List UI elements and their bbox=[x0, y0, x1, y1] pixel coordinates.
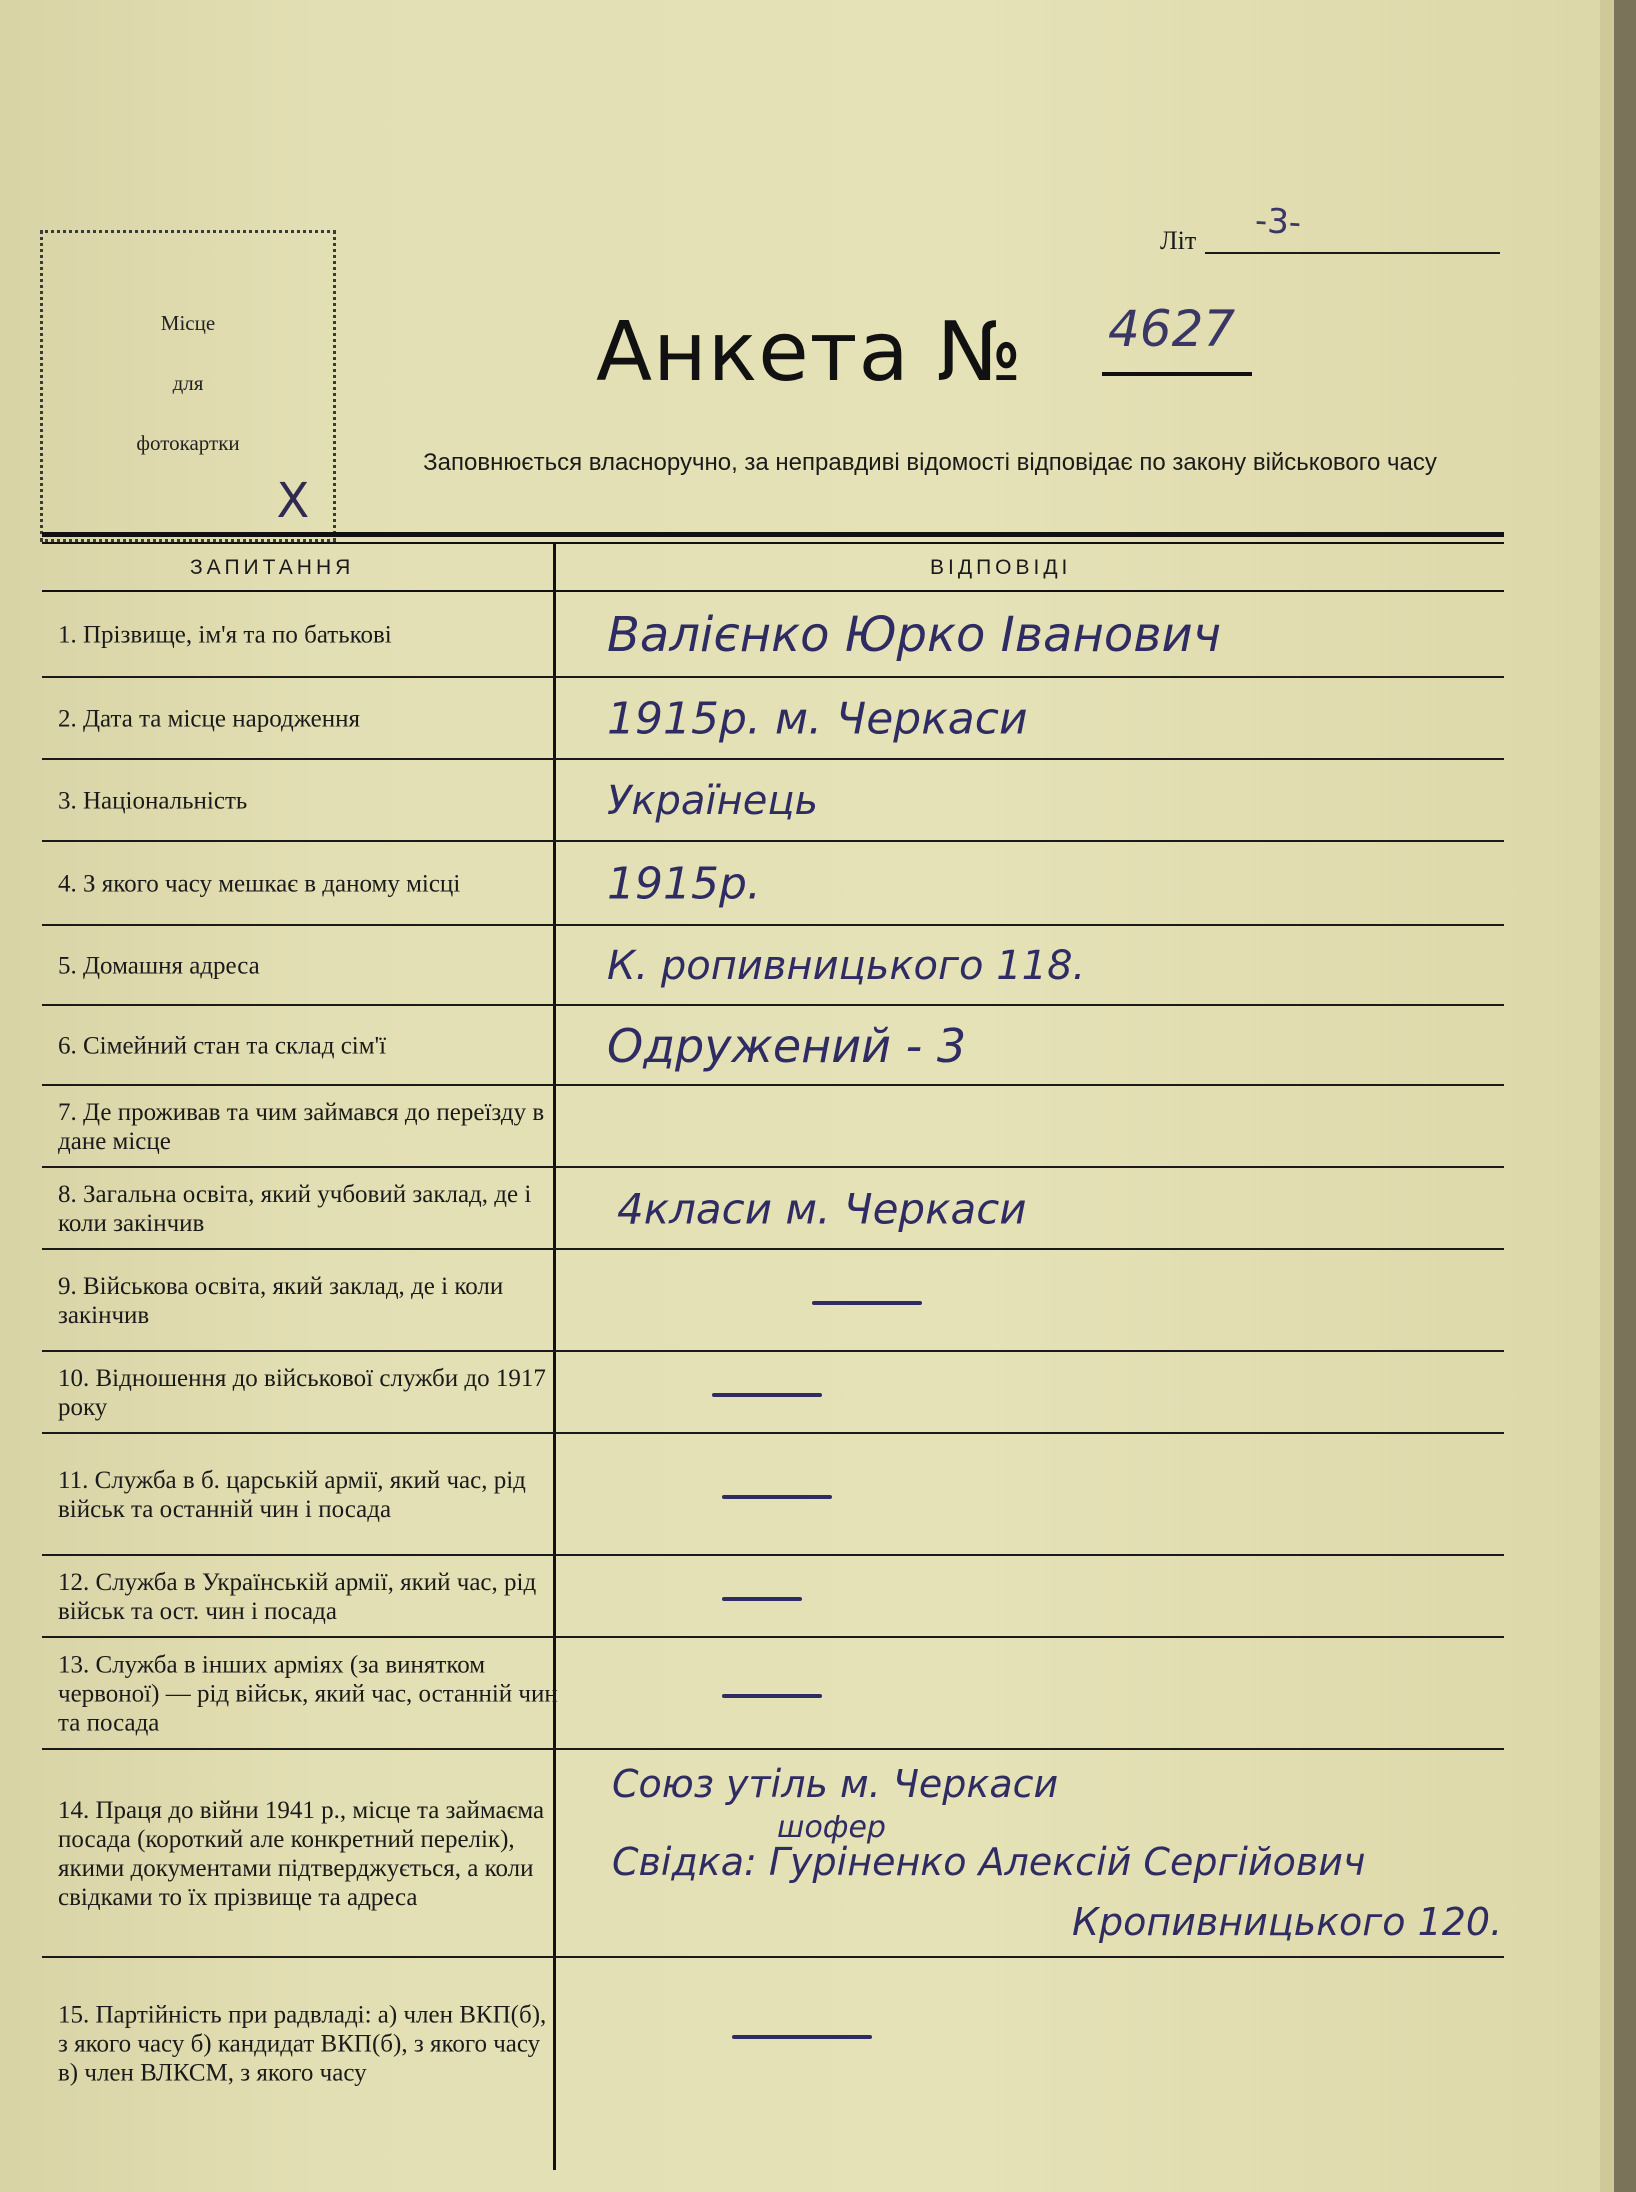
form-title: Анкета № bbox=[596, 305, 1024, 400]
photo-x-mark: X bbox=[276, 473, 310, 529]
question-text: 2. Дата та місце народження bbox=[58, 705, 361, 733]
table-row bbox=[42, 592, 1504, 678]
table-row bbox=[42, 678, 1504, 760]
answer-text-line4: Кропивницького 120. bbox=[1072, 1900, 1503, 1944]
question-text: 8. Загальна освіта, який учбовий заклад, де і коли закінчив bbox=[58, 1181, 532, 1237]
table-row bbox=[42, 842, 1504, 926]
answer-text-line1: Союз утіль м. Черкаси bbox=[612, 1762, 1059, 1806]
lit-value: -3- bbox=[1253, 200, 1303, 244]
table-row bbox=[42, 1168, 1504, 1250]
table-row bbox=[42, 1250, 1504, 1352]
form-number-underline bbox=[1102, 372, 1252, 376]
answer-text: 1915р. м. Черкаси bbox=[607, 693, 1028, 745]
column-header-answers: ВІДПОВІДІ bbox=[930, 556, 1072, 579]
empty-answer-dash bbox=[712, 1393, 822, 1397]
question-text: 9. Військова освіта, який заклад, де і коли закінчив bbox=[58, 1273, 504, 1329]
page-edge-shadow bbox=[1614, 0, 1636, 2192]
question-text: 3. Національність bbox=[58, 787, 248, 815]
table-row bbox=[42, 1556, 1504, 1638]
empty-answer-dash bbox=[732, 2035, 872, 2039]
question-text: 4. З якого часу мешкає в даному місці bbox=[58, 870, 461, 898]
photo-placeholder-box bbox=[40, 230, 336, 542]
table-row bbox=[42, 1352, 1504, 1434]
table-row bbox=[42, 1006, 1504, 1086]
question-text: 1. Прізвище, ім'я та по батькові bbox=[58, 621, 392, 649]
lit-underline bbox=[1205, 252, 1500, 254]
table-row bbox=[42, 1086, 1504, 1168]
page-edge bbox=[1600, 0, 1614, 2192]
header-rule-thick bbox=[42, 532, 1504, 537]
column-header-questions: ЗАПИТАННЯ bbox=[190, 556, 355, 579]
answer-text: Одружений - 3 bbox=[607, 1019, 967, 1073]
answer-text: 1915р. bbox=[607, 858, 761, 910]
photo-label-line2: для bbox=[172, 371, 204, 395]
answer-text-line2: шофер bbox=[777, 1810, 886, 1845]
answer-text: К. ропивницького 118. bbox=[607, 943, 1086, 989]
table-row bbox=[42, 1750, 1504, 1958]
answer-text: 4класи м. Черкаси bbox=[617, 1184, 1027, 1234]
answer-text: Українець bbox=[607, 778, 819, 824]
form-subtitle: Заповнюється власноручно, за неправдиві відомості відповідає по закону військового часу bbox=[423, 449, 1437, 476]
lit-label: Літ bbox=[1160, 226, 1197, 255]
photo-label-line1: Місце bbox=[160, 311, 216, 335]
question-text: 15. Партійність при радвладі: а) член ВКП(б), з якого часу б) кандидат ВКП(б), з якого часу в) член ВЛКСМ, з якого часу bbox=[58, 2001, 547, 2087]
form-number: 4627 bbox=[1108, 300, 1236, 358]
question-text: 13. Служба в інших арміях (за винятком червоної) — рід військ, який час, останній чин та посада bbox=[58, 1651, 558, 1737]
table-row bbox=[42, 760, 1504, 842]
answer-text: Валієнко Юрко Іванович bbox=[607, 607, 1222, 663]
table-row bbox=[42, 1638, 1504, 1750]
header-rule-thin bbox=[42, 542, 1504, 544]
question-text: 12. Служба в Українській армії, який час, рід військ та ост. чин і посада bbox=[58, 1569, 537, 1625]
question-text: 7. Де проживав та чим займався до переїзду в дане місце bbox=[58, 1099, 545, 1155]
table-row bbox=[42, 1434, 1504, 1556]
table-row bbox=[42, 926, 1504, 1006]
question-text: 5. Домашня адреса bbox=[58, 952, 260, 980]
table-row bbox=[42, 1958, 1504, 2130]
empty-answer-dash bbox=[722, 1694, 822, 1698]
question-text: 10. Відношення до військової служби до 1917 року bbox=[58, 1365, 546, 1421]
question-text: 6. Сімейний стан та склад сім'ї bbox=[58, 1032, 387, 1060]
answer-text-line3: Свідка: Гуріненко Алексій Сергійович bbox=[612, 1840, 1366, 1884]
empty-answer-dash bbox=[812, 1301, 922, 1305]
empty-answer-dash bbox=[722, 1495, 832, 1499]
photo-label-line3: фотокартки bbox=[136, 431, 240, 455]
question-text: 11. Служба в б. царській армії, який час, рід військ та останній чин і посада bbox=[58, 1467, 526, 1523]
empty-answer-dash bbox=[722, 1597, 802, 1601]
question-text: 14. Праця до війни 1941 р., місце та займаєма посада (короткий але конкретний перелік), якими документами підтверджується, а коли свідками то їх прізвище та адреса bbox=[58, 1797, 545, 1911]
